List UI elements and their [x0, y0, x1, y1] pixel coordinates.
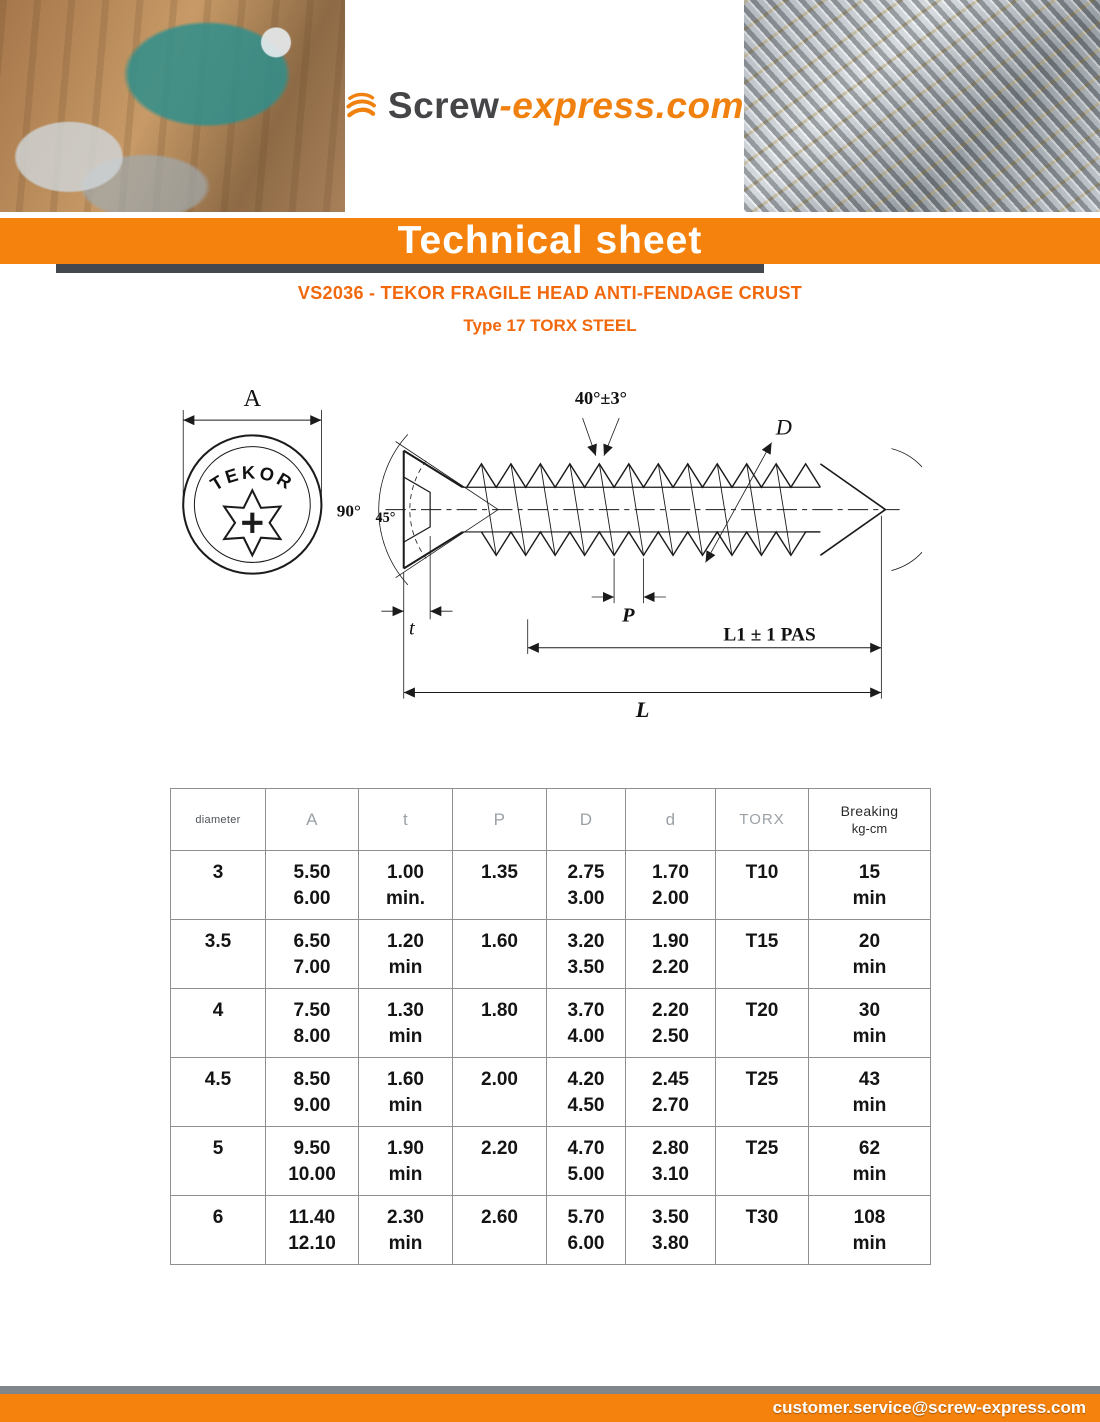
table-cell: 15 min — [809, 851, 931, 920]
dim-label-L1: L1 ± 1 PAS — [723, 624, 816, 646]
table-cell: 3 — [171, 851, 266, 920]
col-header: TORX — [716, 789, 809, 851]
table-cell: T25 — [716, 1127, 809, 1196]
table-row — [171, 1058, 931, 1127]
table-cell: 1.00 min. — [359, 851, 453, 920]
col-header: t — [359, 789, 453, 851]
table-cell: 4.70 5.00 — [547, 1127, 626, 1196]
logo-brand-accent: -express.com — [499, 85, 744, 126]
table-cell: 11.40 12.10 — [266, 1196, 359, 1265]
banner-title: Technical sheet — [397, 219, 703, 262]
table-cell: 1.80 — [453, 989, 547, 1058]
col-header: D — [547, 789, 626, 851]
angle-90-label: 90° — [336, 501, 361, 521]
table-row — [171, 1127, 931, 1196]
dim-label-L: L — [635, 696, 650, 722]
head-brand-text: TEKOR — [206, 461, 299, 495]
col-header: Breaking kg-cm — [809, 789, 931, 851]
table-cell: 1.70 2.00 — [626, 851, 716, 920]
table-row — [171, 1196, 931, 1265]
dim-label-A: A — [243, 384, 262, 412]
table-cell: T20 — [716, 989, 809, 1058]
table-cell: 5 — [171, 1127, 266, 1196]
table-cell: 108 min — [809, 1196, 931, 1265]
photo-screw-pile — [744, 0, 1100, 212]
table-cell: 2.30 min — [359, 1196, 453, 1265]
col-header: d — [626, 789, 716, 851]
table-row — [171, 851, 931, 920]
table-cell: 20 min — [809, 920, 931, 989]
table-cell: 5.70 6.00 — [547, 1196, 626, 1265]
table-cell: 2.00 — [453, 1058, 547, 1127]
spec-table — [170, 788, 931, 1265]
table-cell: 4 — [171, 989, 266, 1058]
footer — [0, 1386, 1100, 1422]
banner-shadow-bar — [56, 264, 764, 273]
technical-drawing — [170, 346, 922, 724]
table-cell: 4.20 4.50 — [547, 1058, 626, 1127]
header-row — [171, 789, 931, 851]
angle-40-label: 40°±3° — [574, 387, 627, 408]
table-cell: 2.20 — [453, 1127, 547, 1196]
table-cell: 30 min — [809, 989, 931, 1058]
table-cell: 2.45 2.70 — [626, 1058, 716, 1127]
table-cell: 1.30 min — [359, 989, 453, 1058]
table-row — [171, 920, 931, 989]
table-cell: 1.20 min — [359, 920, 453, 989]
table-cell: 9.50 10.00 — [266, 1127, 359, 1196]
dim-label-P: P — [622, 604, 635, 627]
table-cell: 3.20 3.50 — [547, 920, 626, 989]
table-cell: 1.35 — [453, 851, 547, 920]
table-row — [171, 989, 931, 1058]
table-cell: 3.70 4.00 — [547, 989, 626, 1058]
table-cell: 2.80 3.10 — [626, 1127, 716, 1196]
product-subtitle: Type 17 TORX STEEL — [463, 316, 637, 335]
table-cell: 2.75 3.00 — [547, 851, 626, 920]
table-cell: T10 — [716, 851, 809, 920]
logo-wordmark — [388, 85, 744, 127]
table-cell: 1.90 min — [359, 1127, 453, 1196]
table-cell: 6 — [171, 1196, 266, 1265]
product-code-title: VS2036 - TEKOR FRAGILE HEAD ANTI-FENDAGE CRUST — [297, 283, 803, 303]
table-cell: 6.50 7.00 — [266, 920, 359, 989]
logo — [345, 0, 744, 212]
table-cell: 5.50 6.00 — [266, 851, 359, 920]
table-cell: 3.5 — [171, 920, 266, 989]
table-cell: T30 — [716, 1196, 809, 1265]
screw-diagram-svg — [170, 346, 922, 724]
table-cell: 7.50 8.00 — [266, 989, 359, 1058]
table-cell: 1.60 min — [359, 1058, 453, 1127]
table-cell: 4.5 — [171, 1058, 266, 1127]
col-header: P — [453, 789, 547, 851]
head-outline-circle — [183, 435, 321, 573]
table-cell: 62 min — [809, 1127, 931, 1196]
col-header: A — [266, 789, 359, 851]
col-header: diameter — [171, 789, 266, 851]
table-cell: 1.60 — [453, 920, 547, 989]
logo-brand: Screw — [387, 85, 500, 126]
angle-45-label: 45° — [375, 509, 396, 526]
contact-email[interactable]: customer.service@screw-express.com — [772, 1398, 1086, 1417]
dim-label-t: t — [409, 617, 415, 640]
table-cell: T25 — [716, 1058, 809, 1127]
table-cell: 1.90 2.20 — [626, 920, 716, 989]
table-cell: 43 min — [809, 1058, 931, 1127]
table-cell: 2.20 2.50 — [626, 989, 716, 1058]
dim-label-D: D — [775, 414, 792, 440]
spec-table-head — [171, 789, 931, 851]
banner — [0, 218, 1100, 264]
table-cell: 3.50 3.80 — [626, 1196, 716, 1265]
table-cell: 8.50 9.00 — [266, 1058, 359, 1127]
photo-workbench — [0, 0, 345, 212]
footer-gray-bar — [0, 1386, 1100, 1394]
table-cell: T15 — [716, 920, 809, 989]
footer-orange-bar — [0, 1394, 1100, 1422]
logo-swoosh-icon — [345, 77, 376, 135]
spec-table-body — [171, 851, 931, 1265]
table-cell: 2.60 — [453, 1196, 547, 1265]
